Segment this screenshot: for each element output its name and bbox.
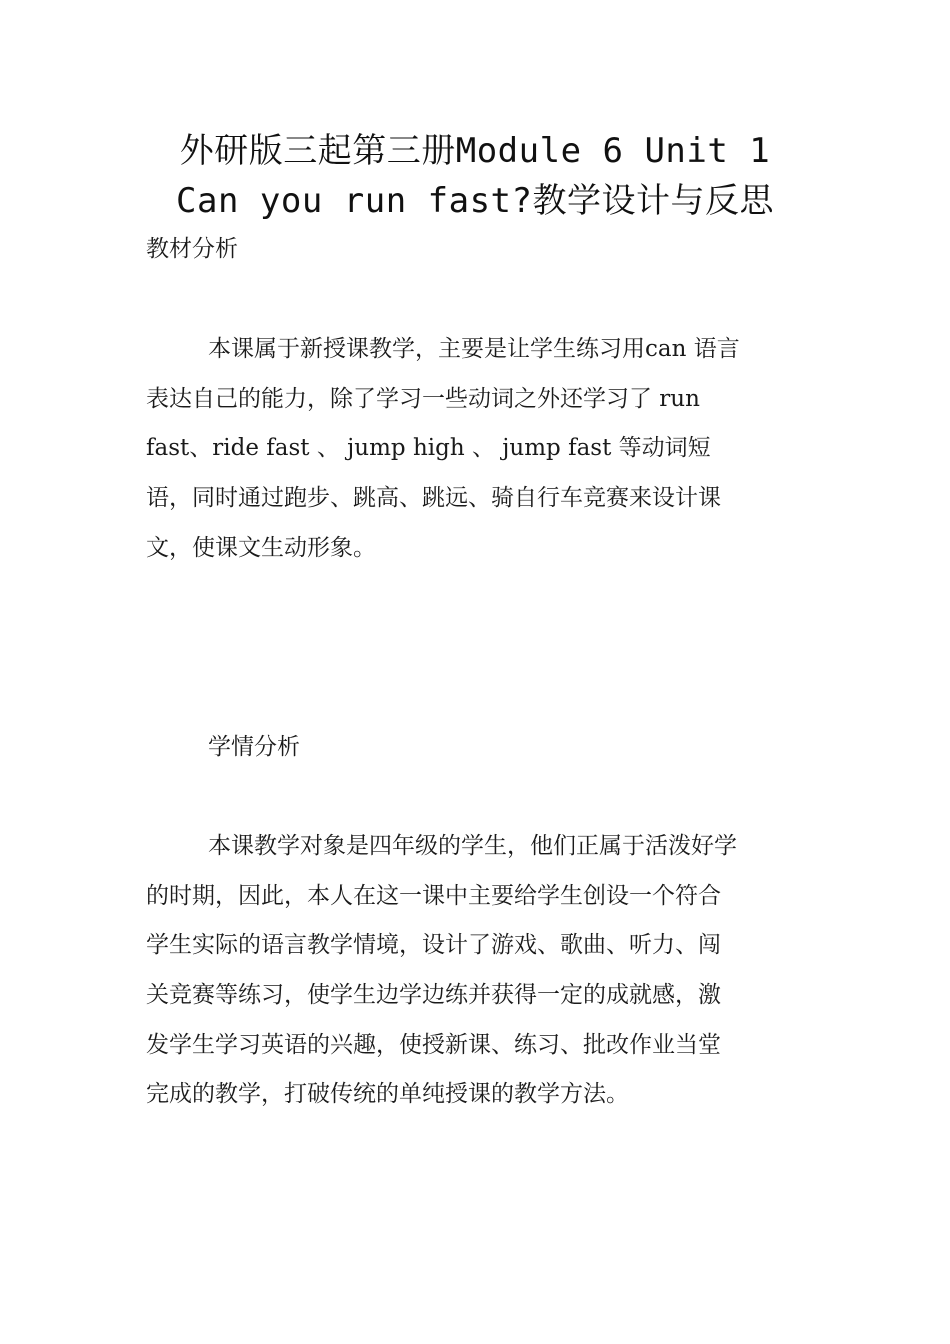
document-title-line-2: Can you run fast?教学设计与反思 [176,181,774,221]
document-title-line-1: 外研版三起第三册Module 6 Unit 1 [179,131,771,171]
paragraph-line: 语，同时通过跑步、跳高、跳远、骑自行车竞赛来设计课 [146,485,721,512]
section-heading-textbook-analysis: 教材分析 [146,236,238,262]
paragraph-line: fast、ride fast 、 jump high 、 jump fast 等动词短 [146,435,711,462]
paragraph-line: 本课属于新授课教学，主要是让学生练习用can 语言 [208,336,740,362]
section-paragraph-student-analysis [146,822,808,1120]
section-paragraph-textbook-analysis [146,325,808,573]
paragraph-line: 表达自己的能力，除了学习一些动词之外还学习了 run [146,385,700,412]
paragraph-line: 学生实际的语言教学情境，设计了游戏、歌曲、听力、闯 [146,932,721,959]
paragraph-line: 的时期，因此，本人在这一课中主要给学生创设一个符合 [146,882,721,909]
paragraph-line: 完成的教学，打破传统的单纯授课的教学方法。 [146,1081,629,1108]
paragraph-line: 本课教学对象是四年级的学生，他们正属于活泼好学 [208,833,737,859]
paragraph-line: 文，使课文生动形象。 [146,534,376,561]
paragraph-line: 关竞赛等练习，使学生边学边练并获得一定的成就感，激 [146,982,721,1009]
section-heading-student-analysis: 学情分析 [208,734,300,760]
paragraph-line: 发学生学习英语的兴趣，使授新课、练习、批改作业当堂 [146,1031,721,1058]
